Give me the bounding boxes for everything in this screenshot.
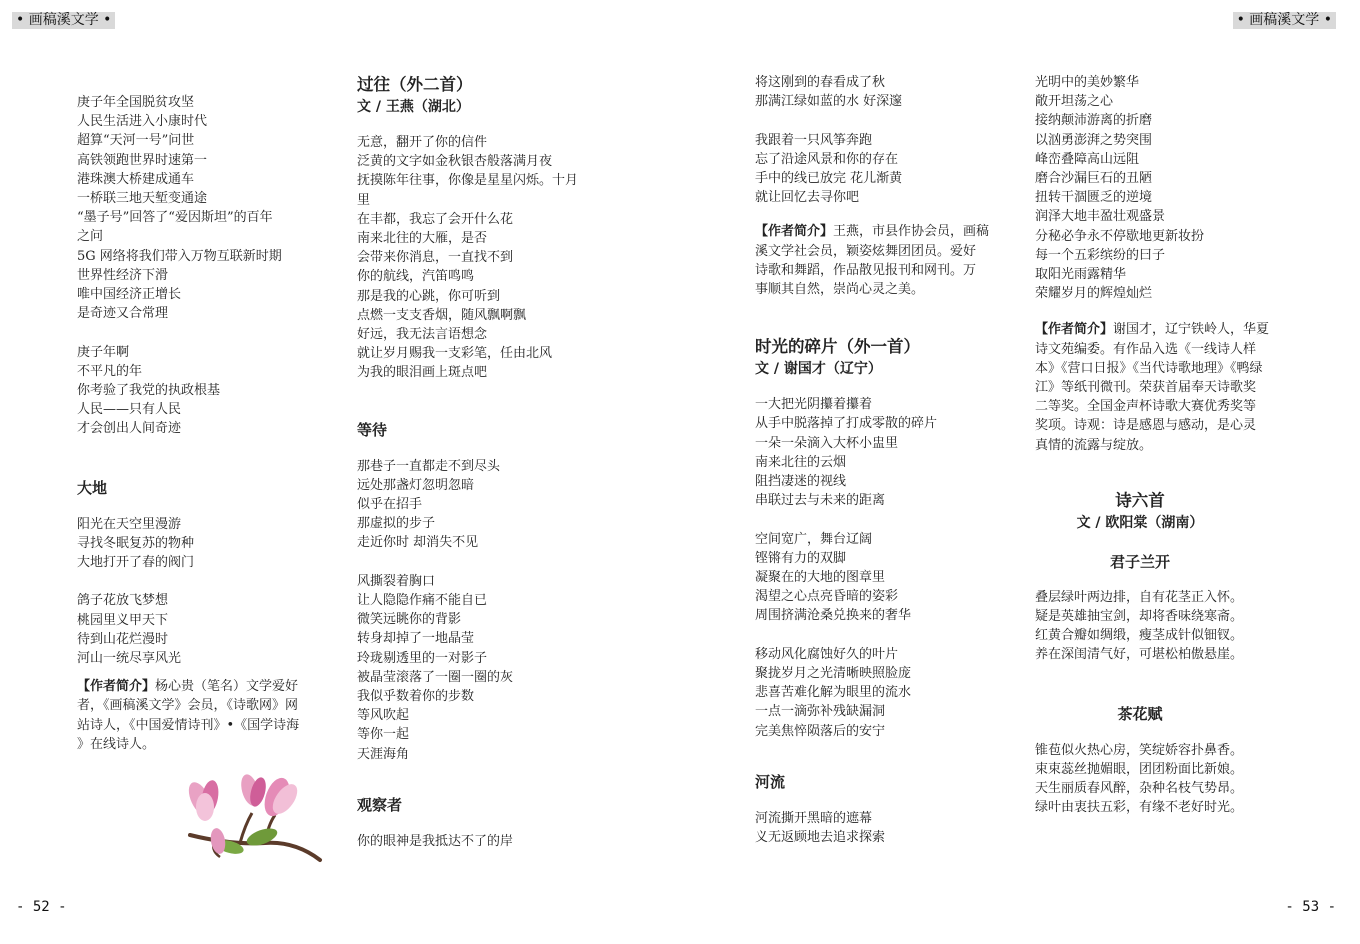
poem-line: 里 [357,192,371,208]
poem-line: 润泽大地丰盈壮观盛景 [1035,209,1166,225]
poem-line: 河山一统尽享风光 [77,651,182,667]
poem-line: 人民——只有人民 [77,402,182,418]
poem-stanza [1035,741,1290,818]
running-header-left: • 画稿溪文学 • [12,12,115,29]
poem-line: 就让岁月赐我一支彩笔，任由北风 [357,346,553,362]
poem-line: 疑是英雄抽宝剑，却将香味绕寒斋。 [1035,609,1244,625]
poem-line: 唯中国经济正增长 [77,287,182,303]
poem-line: 庚子年全国脱贫攻坚 [77,95,195,110]
bio-line: 谢国才，辽宁铁岭人，华夏 [1113,322,1270,338]
poem-line: 南来北往的云烟 [755,454,847,470]
poem-line: 悲喜苦难化解为眼里的流水 [755,685,912,701]
poem-line: 渴望之心点亮昏暗的姿彩 [755,589,899,605]
running-header-right: • 画稿溪文学 • [1233,12,1336,29]
poem-line: 微笑远眺你的背影 [357,612,462,628]
poem-title: 诗六首 [1115,490,1165,510]
poem-line: 似乎在招手 [357,497,423,513]
poem-line: 从手中脱落掉了打成零散的碎片 [755,416,938,432]
poem-stanza [77,343,332,439]
bio-line: 王燕，市县作协会员，画稿 [833,224,990,240]
poem-stanza [357,133,607,383]
poem-line: 你考验了我党的执政根基 [77,383,221,399]
poem-line: 分秘必争永不停歇地更新妆扮 [1035,228,1205,244]
poem-line: 庚子年啊 [77,344,130,360]
poem-line: 南来北往的大雁，是否 [357,231,488,247]
poem-line: 束束蕊丝抛媚眼，团团粉面比新娘。 [1035,761,1244,777]
poem-line: 那巷子一直都走不到尽头 [357,458,501,474]
poem-line: 一点一滴弥补残缺漏洞 [755,704,886,720]
poem-line: 凝聚在的大地的图章里 [755,570,886,586]
poem-line: 等风吹起 [357,708,410,724]
poem-line: 风撕裂着胸口 [357,573,436,589]
page-number-left: - 52 - [16,899,67,915]
poem-line: 敞开坦荡之心 [1035,94,1114,110]
poem-line: 光明中的美妙繁华 [1035,75,1140,90]
poem-line: 阻挡凄迷的视线 [755,474,847,490]
poem-line: 不平凡的年 [77,363,143,379]
poem-line: 被晶莹滚落了一圈一圈的灰 [357,669,514,685]
section-title: 大地 [77,478,108,497]
page-number-right: - 53 - [1285,899,1336,915]
poem-author: 文 / 王燕（湖北） [357,99,470,115]
poem-stanza [77,591,332,668]
bio-line: 诗文苑编委。有作品入选《一线诗人样 [1035,341,1257,357]
column-1 [77,93,332,754]
poem-line: 将这刚到的春看成了秋 [755,75,886,90]
bio-line: 者，《画稿溪文学》会员，《诗歌网》网 [77,698,299,714]
poem-line: 大地打开了春的阀门 [77,555,195,571]
poem-line: 红黄合瓣如绸缎，瘦茎成针似钿钗。 [1035,628,1244,644]
poem-title: 时光的碎片（外一首） [755,337,920,357]
bio-line: 奖项。诗观：诗是感恩与感动，是心灵 [1035,418,1257,434]
section-title: 观察者 [357,795,403,814]
poem-line: 走近你时 却消失不见 [357,535,479,551]
poem-stanza [755,530,1010,626]
poem-line: 绿叶由衷扶五彩，有缘不老好时光。 [1035,800,1244,816]
poem-line: 桃园里义甲天下 [77,612,169,628]
poem-line: 高铁领跑世界时速第一 [77,152,208,168]
poem-line: 取阳光雨露精华 [1035,267,1127,283]
poem-stanza [755,809,1010,847]
poem-line: 聚拢岁月之光清晰映照脸庞 [755,666,912,682]
poem-line: 我跟着一只风筝奔跑 [755,132,873,148]
author-bio [755,222,1010,299]
poem-line: 养在深闺清气好，可堪松柏傲悬崖。 [1035,647,1244,663]
poem-line: 每一个五彩缤纷的曰子 [1035,247,1166,263]
column-2 [357,73,607,851]
poem-line: 港珠澳大桥建成通车 [77,171,195,187]
poem-line: 一桥联三地天堑变通途 [77,191,208,207]
section-title: 等待 [357,420,388,439]
poem-line: 串联过去与未来的距离 [755,493,886,509]
author-bio [1035,320,1290,454]
poem-line: 空间宽广，舞台辽阔 [755,531,873,547]
author-bio [77,677,332,754]
bio-line: 诗歌和舞蹈，作品散见报刊和网刊。万 [755,262,977,278]
poem-line: 世界性经济下滑 [77,267,169,283]
poem-line: 忘了沿途风景和你的存在 [755,151,899,167]
poem-line: 你的航线，汽笛鸣鸣 [357,269,475,285]
poem-line: 完美焦悴陨落后的安宁 [755,723,886,739]
poem-line: 玲珑剔透里的一对影子 [357,650,488,666]
poem-line: 5G 网络将我们带入万物互联新时期 [77,248,282,264]
poem-line: 泛黄的文字如金秋银杏般落满月夜 [357,154,553,170]
bio-line: 杨心贵（笔名）文学爱好 [155,679,299,695]
poem-line: 一朵一朵滴入大杯小盅里 [755,435,899,451]
poem-line: 锥苞似火热心房，笑绽娇容扑鼻香。 [1035,742,1244,758]
poem-line: 那虚拟的步子 [357,516,436,532]
poem-line: 天生丽质春风醉，杂种名枝气势昂。 [1035,781,1244,797]
poem-line: 无意，翻开了你的信件 [357,135,488,150]
poem-line: 一大把光阴攥着攥着 [755,397,873,413]
poem-line: 磨合沙漏巨石的丑陋 [1035,171,1153,187]
poem-line: 就让回忆去寻你吧 [755,190,860,206]
poem-line: 移动风化腐蚀好久的叶片 [755,646,899,662]
poem-line: 周围挤满沧桑兑换来的奢华 [755,608,912,624]
poem-line: 是奇迹又合常理 [77,306,169,322]
poem-stanza [357,572,607,764]
bio-line: 站诗人，《中国爱情诗刊》•《国学诗海 [77,717,300,733]
poem-line: 手中的线已放完 花儿渐黄 [755,171,903,186]
poem-line: 让人隐隐作痛不能自已 [357,593,488,609]
column-3 [755,73,1010,847]
section-title: 河流 [755,772,786,791]
bio-line: 事顺其自然，崇尚心灵之美。 [755,282,925,298]
poem-line: 待到山花烂漫时 [77,631,169,647]
column-4 [1035,73,1290,817]
poem-line: 超算“天河一号”问世 [77,133,195,149]
poem-stanza [755,131,1010,208]
poem-author: 文 / 谢国才（辽宁） [755,361,882,378]
poem-line: 远处那盏灯忽明忽暗 [357,477,475,493]
bio-line: 》在线诗人。 [77,736,156,752]
poem-line: 阳光在天空里漫游 [77,516,182,532]
bio-line: 本》《营口日报》《当代诗歌地理》《鸭绿 [1035,360,1263,376]
poem-stanza [357,832,607,851]
poem-line: 在丰都，我忘了会开什么花 [357,211,514,227]
poem-author: 文 / 欧阳棠（湖南） [1076,514,1204,531]
bio-line: 真情的流露与绽放。 [1035,437,1153,453]
poem-stanza [755,73,1010,111]
poem-line: 铿锵有力的双脚 [755,550,847,566]
bio-label: 【作者简介】 [755,224,834,240]
poem-line: 鸽子花放飞梦想 [77,593,169,609]
poem-line: 人民生活进入小康时代 [77,114,208,130]
poem-stanza [1035,73,1290,303]
bio-label: 【作者简介】 [77,679,156,695]
poem-line: 那满江绿如蓝的水 好深邃 [755,94,903,110]
bio-label: 【作者简介】 [1035,322,1114,338]
poem-stanza [77,93,332,323]
poem-line: 好远，我无法言语想念 [357,327,488,343]
poem-stanza [755,395,1010,510]
poem-line: 扭转干涸匮乏的逆境 [1035,190,1153,206]
bio-line: 二等奖。全国金声杯诗歌大赛优秀奖等 [1035,399,1257,415]
poem-line: 之问 [77,229,104,245]
section-title: 君子兰开 [1109,552,1170,571]
bio-line: 江》等纸刊微刊。荣获首届奉天诗歌奖 [1035,380,1257,396]
section-title: 茶花赋 [1117,704,1163,723]
poem-line: 天涯海角 [357,746,410,762]
poem-line: 荣耀岁月的辉煌灿烂 [1035,286,1153,302]
poem-line: 接纳颠沛游离的折磨 [1035,113,1153,129]
poem-line: 义无返顾地去追求探索 [755,830,886,846]
poem-line: 以汹勇澎湃之势突围 [1035,132,1153,148]
poem-line: 为我的眼泪画上斑点吧 [357,365,488,381]
poem-stanza [755,645,1010,741]
poem-line: 那是我的心跳，你可听到 [357,288,501,304]
poem-line: 抚摸陈年往事，你像是星星闪烁。十月 [357,173,579,189]
poem-line: 转身却掉了一地晶莹 [357,631,475,647]
poem-line: “墨子号”回答了“爱因斯坦”的百年 [77,210,273,226]
magnolia-flower-illustration [170,765,325,870]
poem-line: 河流撕开黑暗的遮幕 [755,810,873,826]
poem-stanza [1035,588,1290,665]
poem-line: 叠层绿叶两边排，自有花茎正入怀。 [1035,589,1244,605]
poem-line: 会带来你消息，一直找不到 [357,250,514,266]
poem-line: 你的眼神是我抵达不了的岸 [357,833,514,849]
poem-line: 点燃一支支香烟，随风飘啊飘 [357,307,527,323]
poem-line: 才会创出人间奇迹 [77,421,182,437]
poem-stanza [357,457,607,553]
poem-stanza [77,515,332,573]
poem-title: 过往（外二首） [357,75,473,94]
poem-line: 寻找冬眠复苏的物种 [77,535,195,551]
poem-line: 我似乎数着你的步数 [357,689,475,705]
bio-line: 溪文学社会员，颖姿炫舞团团员。爱好 [755,243,977,259]
poem-line: 等你一起 [357,727,410,743]
poem-line: 峰峦叠障高山远阻 [1035,151,1140,167]
